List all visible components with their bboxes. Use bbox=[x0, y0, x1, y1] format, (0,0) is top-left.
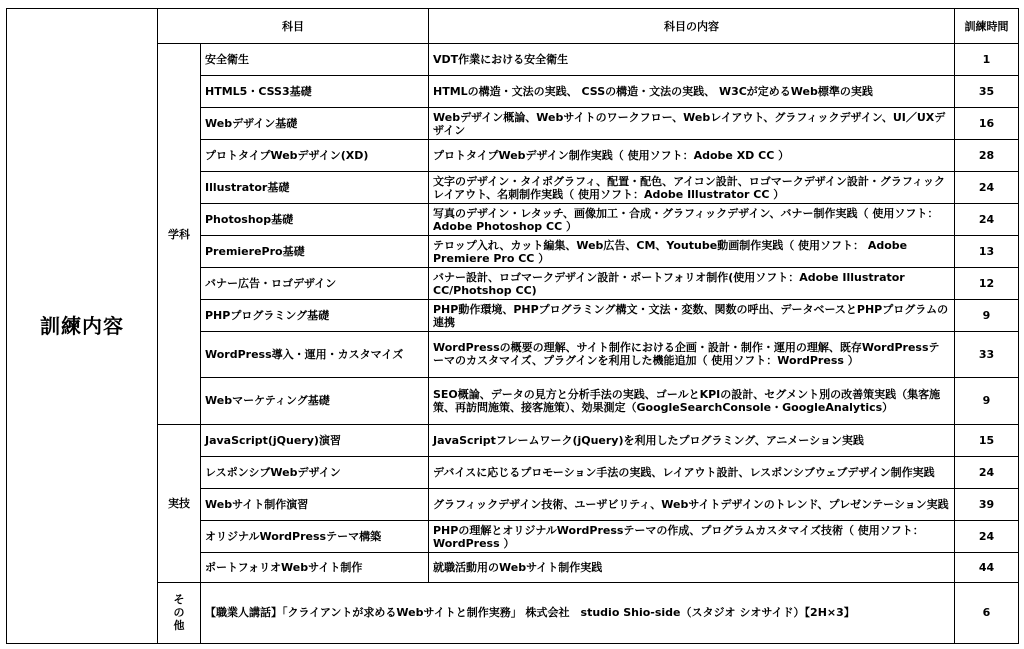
subject-cell: Webサイト制作演習 bbox=[201, 489, 429, 521]
hours-cell: 24 bbox=[955, 204, 1019, 236]
header-row bbox=[7, 9, 1019, 44]
content-cell: JavaScriptフレームワーク(jQuery)を利用したプログラミング、アニメーション実践 bbox=[429, 425, 955, 457]
content-cell: 写真のデザイン・レタッチ、画像加工・合成・グラフィックデザイン、バナー制作実践（ 使用ソフト： Adobe Photoshop CC ） bbox=[429, 204, 955, 236]
other-content-cell: 【職業人講話】「クライアントが求めるWebサイトと制作実務」 株式会社 studio Shio-side（スタジオ シオサイド）【2H×3】 bbox=[201, 582, 955, 643]
hours-cell: 13 bbox=[955, 236, 1019, 268]
group-practical bbox=[158, 425, 201, 583]
content-cell: デバイスに応じるプロモーション手法の実践、レイアウト設計、レスポンシブウェブデザイン制作実践 bbox=[429, 457, 955, 489]
content-cell: SEO概論、データの見方と分析手法の実践、ゴールとKPIの設計、セグメント別の改善策実践（集客施策、再訪問施策、接客施策）、効果測定（GoogleSearchConsole・GoogleAnalytics） bbox=[429, 377, 955, 424]
main-label-cell bbox=[7, 9, 158, 644]
table-row bbox=[7, 425, 1019, 457]
hours-cell: 35 bbox=[955, 76, 1019, 108]
subject-cell: PremierePro基礎 bbox=[201, 236, 429, 268]
hours-cell: 16 bbox=[955, 108, 1019, 140]
content-cell: Webデザイン概論、Webサイトのワークフロー、Webレイアウト、グラフィックデザイン、UI／UXデザイン bbox=[429, 108, 955, 140]
subject-cell: Webマーケティング基礎 bbox=[201, 377, 429, 424]
subject-cell: オリジナルWordPressテーマ構築 bbox=[201, 521, 429, 553]
hours-cell: 24 bbox=[955, 457, 1019, 489]
table-row bbox=[7, 44, 1019, 76]
hours-cell: 12 bbox=[955, 268, 1019, 300]
hours-cell: 39 bbox=[955, 489, 1019, 521]
hours-cell: 24 bbox=[955, 521, 1019, 553]
hours-cell: 1 bbox=[955, 44, 1019, 76]
group-academic-label: 学科 bbox=[168, 227, 190, 241]
content-cell: テロップ入れ、カット編集、Web広告、CM、Youtube動画制作実践（ 使用ソフト： Adobe Premiere Pro CC ） bbox=[429, 236, 955, 268]
header-content: 科目の内容 bbox=[429, 9, 955, 44]
content-cell: WordPressの概要の理解、サイト制作における企画・設計・制作・運用の理解、既存WordPressテーマのカスタマイズ、プラグインを利用した機能追加（ 使用ソフト：WordPress ） bbox=[429, 332, 955, 377]
hours-cell: 44 bbox=[955, 553, 1019, 583]
subject-cell: Illustrator基礎 bbox=[201, 172, 429, 204]
group-academic bbox=[158, 44, 201, 425]
hours-cell: 33 bbox=[955, 332, 1019, 377]
group-other bbox=[158, 582, 201, 643]
subject-cell: レスポンシブWebデザイン bbox=[201, 457, 429, 489]
content-cell: 就職活動用のWebサイト制作実践 bbox=[429, 553, 955, 583]
hours-cell: 6 bbox=[955, 582, 1019, 643]
subject-cell: Photoshop基礎 bbox=[201, 204, 429, 236]
group-other-label: その他 bbox=[173, 593, 185, 633]
subject-cell: HTML5・CSS3基礎 bbox=[201, 76, 429, 108]
content-cell: グラフィックデザイン技術、ユーザビリティ、Webサイトデザインのトレンド、プレゼンテーション実践 bbox=[429, 489, 955, 521]
subject-cell: PHPプログラミング基礎 bbox=[201, 300, 429, 332]
hours-cell: 28 bbox=[955, 140, 1019, 172]
table-row-other bbox=[7, 582, 1019, 643]
content-cell: バナー設計、ロゴマークデザイン設計・ポートフォリオ制作(使用ソフト：Adobe Illustrator CC/Photshop CC) bbox=[429, 268, 955, 300]
header-hours: 訓練時間 bbox=[955, 9, 1019, 44]
subject-cell: JavaScript(jQuery)演習 bbox=[201, 425, 429, 457]
content-cell: HTMLの構造・文法の実践、 CSSの構造・文法の実践、 W3Cが定めるWeb標準の実践 bbox=[429, 76, 955, 108]
subject-cell: 安全衛生 bbox=[201, 44, 429, 76]
subject-cell: Webデザイン基礎 bbox=[201, 108, 429, 140]
content-cell: PHP動作環境、PHPプログラミング構文・文法・変数、関数の呼出、データベースとPHPプログラムの連携 bbox=[429, 300, 955, 332]
group-practical-label: 実技 bbox=[168, 496, 190, 510]
curriculum-table bbox=[6, 8, 1019, 644]
subject-cell: ポートフォリオWebサイト制作 bbox=[201, 553, 429, 583]
content-cell: 文字のデザイン・タイポグラフィ、配置・配色、アイコン設計、ロゴマークデザイン設計・グラフィックレイアウト、名刺制作実践（ 使用ソフト：Adobe Illustrator CC ） bbox=[429, 172, 955, 204]
content-cell: PHPの理解とオリジナルWordPressテーマの作成、プログラムカスタマイズ技術（ 使用ソフト：WordPress ） bbox=[429, 521, 955, 553]
subject-cell: プロトタイプWebデザイン(XD) bbox=[201, 140, 429, 172]
content-cell: VDT作業における安全衛生 bbox=[429, 44, 955, 76]
subject-cell: バナー広告・ロゴデザイン bbox=[201, 268, 429, 300]
hours-cell: 24 bbox=[955, 172, 1019, 204]
hours-cell: 9 bbox=[955, 300, 1019, 332]
hours-cell: 15 bbox=[955, 425, 1019, 457]
content-cell: プロトタイプWebデザイン制作実践（ 使用ソフト：Adobe XD CC ） bbox=[429, 140, 955, 172]
hours-cell: 9 bbox=[955, 377, 1019, 424]
main-label: 訓練内容 bbox=[40, 313, 124, 338]
header-subject: 科目 bbox=[158, 9, 429, 44]
subject-cell: WordPress導入・運用・カスタマイズ bbox=[201, 332, 429, 377]
